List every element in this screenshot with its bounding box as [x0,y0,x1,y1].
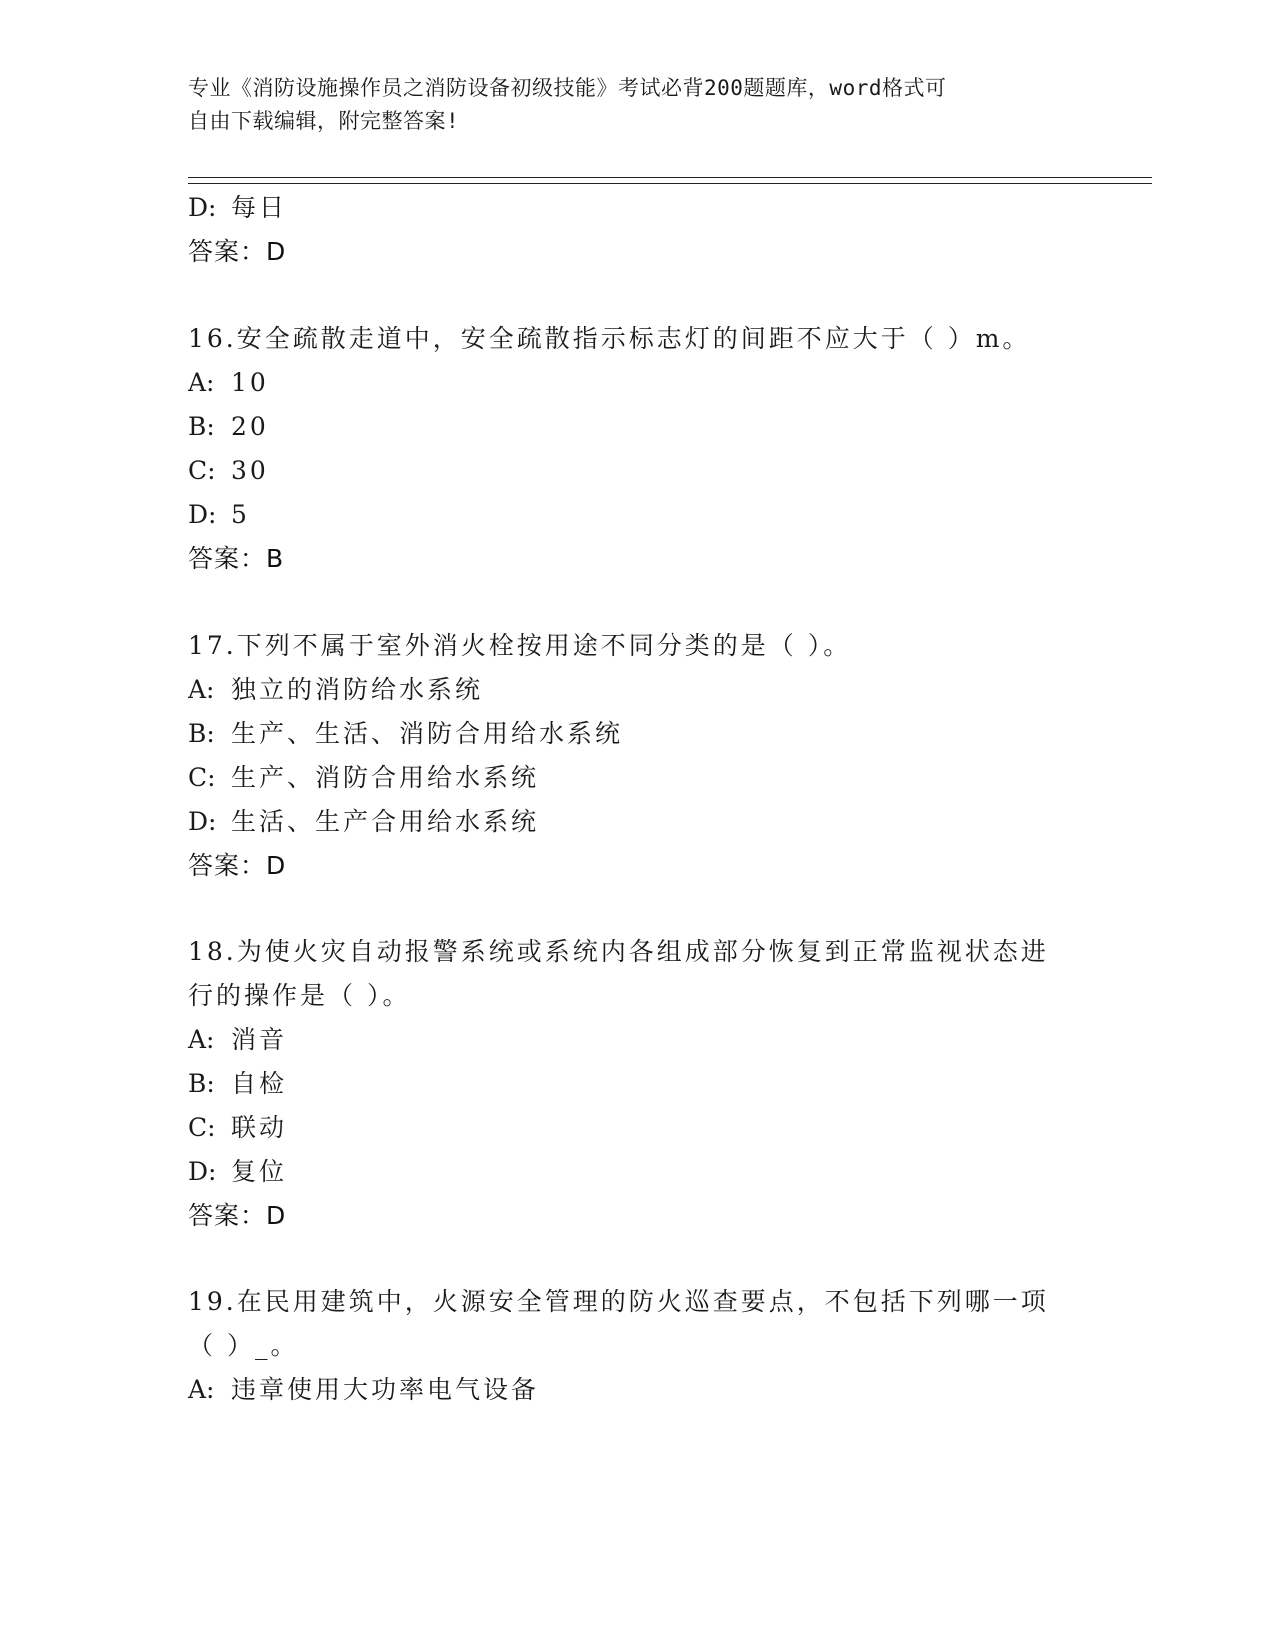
q17-option-d [188,805,539,839]
option-text: 自检 [231,1069,288,1098]
option-text: 独立的消防给水系统 [231,675,484,704]
q19-question-line-2: （ ）_。 [188,1331,299,1360]
q18-question-line-2: 行的操作是（ ）。 [188,981,411,1010]
q18-question-line-1: 18.为使火灾自动报警系统或系统内各组成部分恢复到正常监视状态进 [188,937,1049,966]
option-prefix: D: [188,193,217,222]
option-prefix: B: [188,412,215,441]
option-text: 生活、生产合用给水系统 [231,807,540,836]
header-line-1: 专业《消防设施操作员之消防设备初级技能》考试必背200题题库，word格式可 [188,76,947,100]
q15-answer: 答案：D [188,237,287,266]
option-text: 复位 [231,1157,288,1186]
header-line-2: 自由下载编辑，附完整答案! [188,109,460,133]
option-prefix: A: [188,675,215,704]
q17-answer: 答案：D [188,851,287,880]
option-prefix: C: [188,763,216,792]
option-text: 每日 [231,193,288,222]
q18-option-b [188,1067,287,1101]
q16-answer: 答案：B [188,544,285,573]
option-text: 消音 [231,1025,288,1054]
option-text: 生产、生活、消防合用给水系统 [231,719,624,748]
option-prefix: C: [188,456,216,485]
option-prefix: A: [188,1025,215,1054]
q18-option-c [188,1111,287,1145]
q17-option-c [188,761,539,795]
q18-option-d [188,1155,287,1189]
option-text: 20 [231,412,269,441]
q16-option-b [188,410,269,444]
option-prefix: C: [188,1113,216,1142]
q15-option-d [188,191,287,225]
option-prefix: B: [188,719,215,748]
option-text: 联动 [231,1113,288,1142]
option-text: 违章使用大功率电气设备 [231,1375,540,1404]
q16-option-a [188,366,269,400]
option-prefix: A: [188,368,215,397]
header-divider-bottom [188,183,1152,184]
option-prefix: D: [188,1157,217,1186]
q19-option-a [188,1373,539,1407]
q18-answer: 答案：D [188,1201,287,1230]
q16-question: 16.安全疏散走道中，安全疏散指示标志灯的间距不应大于（ ）m。 [188,324,1031,353]
option-text: 30 [231,456,269,485]
q17-option-b [188,717,623,751]
option-text: 生产、消防合用给水系统 [231,763,540,792]
header-divider-top [188,177,1152,178]
q18-option-a [188,1023,287,1057]
option-text: 10 [231,368,269,397]
document-header [188,72,1068,138]
option-prefix: D: [188,807,217,836]
q16-option-d [188,498,250,532]
option-prefix: B: [188,1069,215,1098]
q17-question: 17.下列不属于室外消火栓按用途不同分类的是（ ）。 [188,631,852,660]
option-prefix: A: [188,1375,215,1404]
option-prefix: D: [188,500,217,529]
q19-question-line-1: 19.在民用建筑中，火源安全管理的防火巡查要点，不包括下列哪一项 [188,1287,1049,1316]
option-text: 5 [231,500,250,529]
q16-option-c [188,454,269,488]
q17-option-a [188,673,483,707]
